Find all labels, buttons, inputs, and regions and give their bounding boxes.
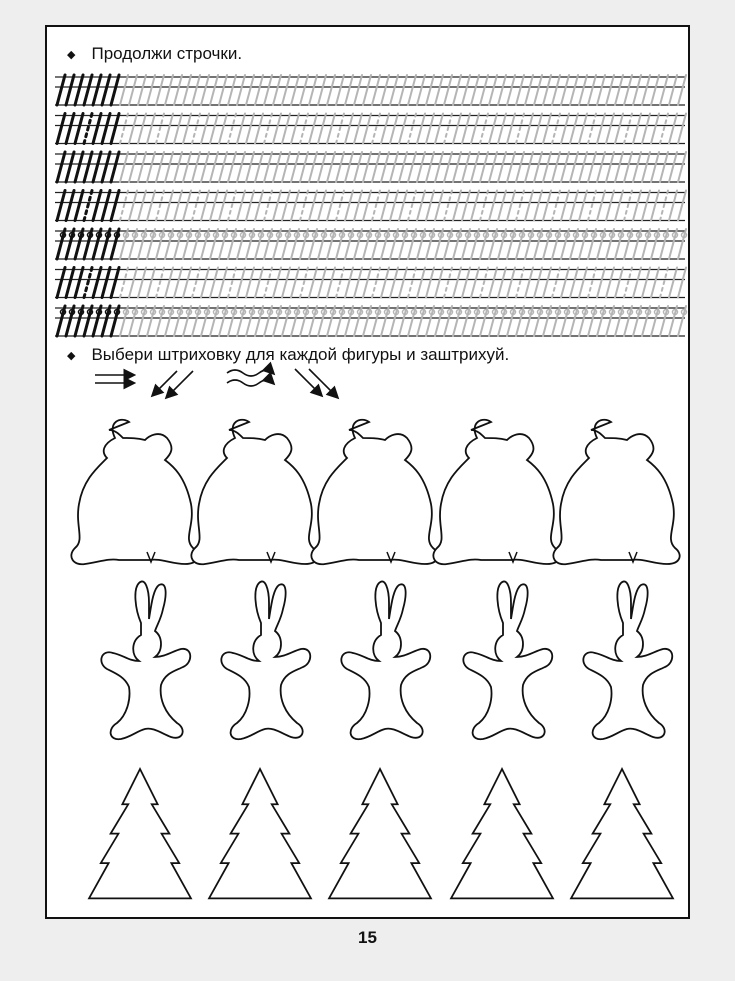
tree-figure (571, 769, 673, 898)
instruction-text: Выбери штриховку для каждой фигуры и заштрихуй. (91, 345, 510, 364)
bear-figure (191, 420, 317, 565)
rabbit-figure (341, 581, 430, 739)
bear-figure (71, 420, 197, 565)
bear-figure (553, 420, 679, 565)
bear-figure (311, 420, 437, 565)
diamond-bullet-icon: ◆ (67, 48, 76, 61)
rabbit-figure (101, 581, 190, 739)
rabbit-figure (463, 581, 552, 739)
tree-figure (209, 769, 311, 898)
bear-figure (433, 420, 559, 565)
figures (47, 27, 690, 919)
rabbit-row (101, 581, 672, 739)
tree-row (89, 769, 673, 898)
tree-figure (89, 769, 191, 898)
tree-figure (329, 769, 431, 898)
rabbit-figure (221, 581, 310, 739)
instruction-text: Продолжи строчки. (91, 44, 243, 63)
page-number: 15 (358, 928, 377, 947)
diamond-bullet-icon: ◆ (67, 349, 76, 362)
rabbit-figure (583, 581, 672, 739)
worksheet-page (45, 25, 690, 919)
tree-figure (451, 769, 553, 898)
bear-row (71, 420, 679, 565)
